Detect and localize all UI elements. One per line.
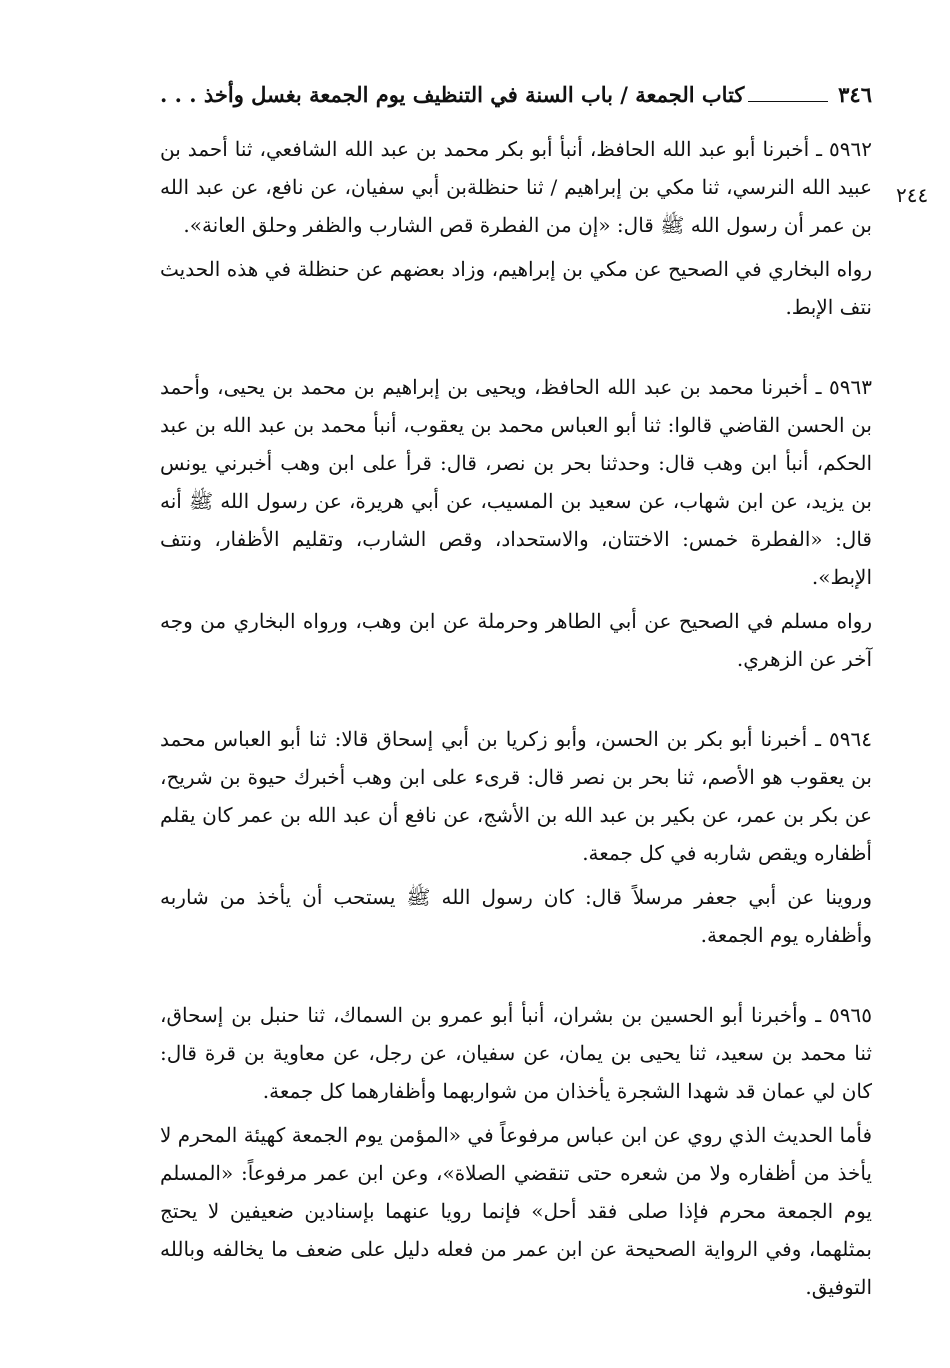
hadith-5964: ٥٩٦٤ ـ أخبرنا أبو بكر بن الحسن، وأبو زكريا بن أبي إسحاق قالا: ثنا أبو العباس محمد بن يعقوب هو الأصم، ثنا بحر بن نصر قال: قرىء على ابن وهب أخبرك حيوة بن شريح، عن بكر بن عمر، عن بكير بن عبد الله بن الأشج، عن نافع أن عبد الله بن عمر كان يقلم أظفاره ويقص شاربه في كل جمعة. bbox=[160, 727, 872, 865]
commentary-5962: رواه البخاري في الصحيح عن مكي بن إبراهيم، وزاد بعضهم عن حنظلة في هذه الحديث نتف الإبط. bbox=[160, 257, 872, 319]
running-title: كتاب الجمعة / باب السنة في التنظيف يوم الجمعة بغسل وأخذ . . . bbox=[160, 82, 745, 107]
margin-reference-number: ٢٤٤ bbox=[896, 183, 929, 207]
hadith-5962: ٥٩٦٢ ـ أخبرنا أبو عبد الله الحافظ، أنبأ أبو بكر محمد بن عبد الله الشافعي، ثنا أحمد بن عبيد الله النرسي، ثنا مكي بن إبراهيم / ثنا حنظلةبن أبي سفيان، عن نافع، عن عبد الله بن عمر أن رسول الله ﷺ قال: «إن من الفطرة قص الشارب والظفر وحلق العانة». bbox=[160, 137, 872, 237]
commentary-5963: رواه مسلم في الصحيح عن أبي الطاهر وحرملة عن ابن وهب، ورواه البخاري من وجه آخر عن الزهري. bbox=[160, 609, 872, 671]
running-header bbox=[160, 80, 872, 110]
header-rule bbox=[748, 101, 828, 102]
commentary-5965: فأما الحديث الذي روي عن ابن عباس مرفوعاً في «المؤمن يوم الجمعة كهيئة المحرم لا يأخذ من أظفاره ولا من شعره حتى تنقضي الصلاة»، وعن ابن عمر مرفوعاً: «المسلم يوم الجمعة محرم فإذا صلى فقد أحل» فإنما رويا عنهما بإسنادين ضعيفين لا يحتج بمثلهما، وفي الرواية الصحيحة عن ابن عمر من فعله دليل على ضعف ما يخالفه وبالله التوفيق. bbox=[160, 1123, 872, 1299]
page-number: ٣٤٦ bbox=[838, 82, 872, 107]
page-body bbox=[160, 80, 872, 1306]
commentary-5964: وروينا عن أبي جعفر مرسلاً قال: كان رسول الله ﷺ يستحب أن يأخذ من شاربه وأظفاره يوم الجمعة. bbox=[160, 885, 872, 947]
hadith-5963: ٥٩٦٣ ـ أخبرنا محمد بن عبد الله الحافظ، ويحيى بن إبراهيم بن محمد بن يحيى، وأحمد بن الحسن القاضي قالوا: ثنا أبو العباس محمد بن يعقوب، أنبأ محمد بن عبد الله بن عبد الحكم، أنبأ ابن وهب قال: وحدثنا بحر بن نصر، قال: قرأ على ابن وهب أخبرني يونس بن يزيد، عن ابن شهاب، عن سعيد بن المسيب، عن أبي هريرة، عن رسول الله ﷺ أنه قال: «الفطرة خمس: الاختتان، والاستحداد، وقص الشارب، وتقليم الأظفار، ونتف الإبط». bbox=[160, 375, 872, 589]
hadith-5965: ٥٩٦٥ ـ وأخبرنا أبو الحسين بن بشران، أنبأ أبو عمرو بن السماك، ثنا حنبل بن إسحاق، ثنا محمد بن سعيد، ثنا يحيى بن يمان، عن سفيان، عن رجل، عن معاوية بن قرة قال: كان لي عمان قد شهدا الشجرة يأخذان من شواربهما وأظفارهما كل جمعة. bbox=[160, 1003, 872, 1103]
